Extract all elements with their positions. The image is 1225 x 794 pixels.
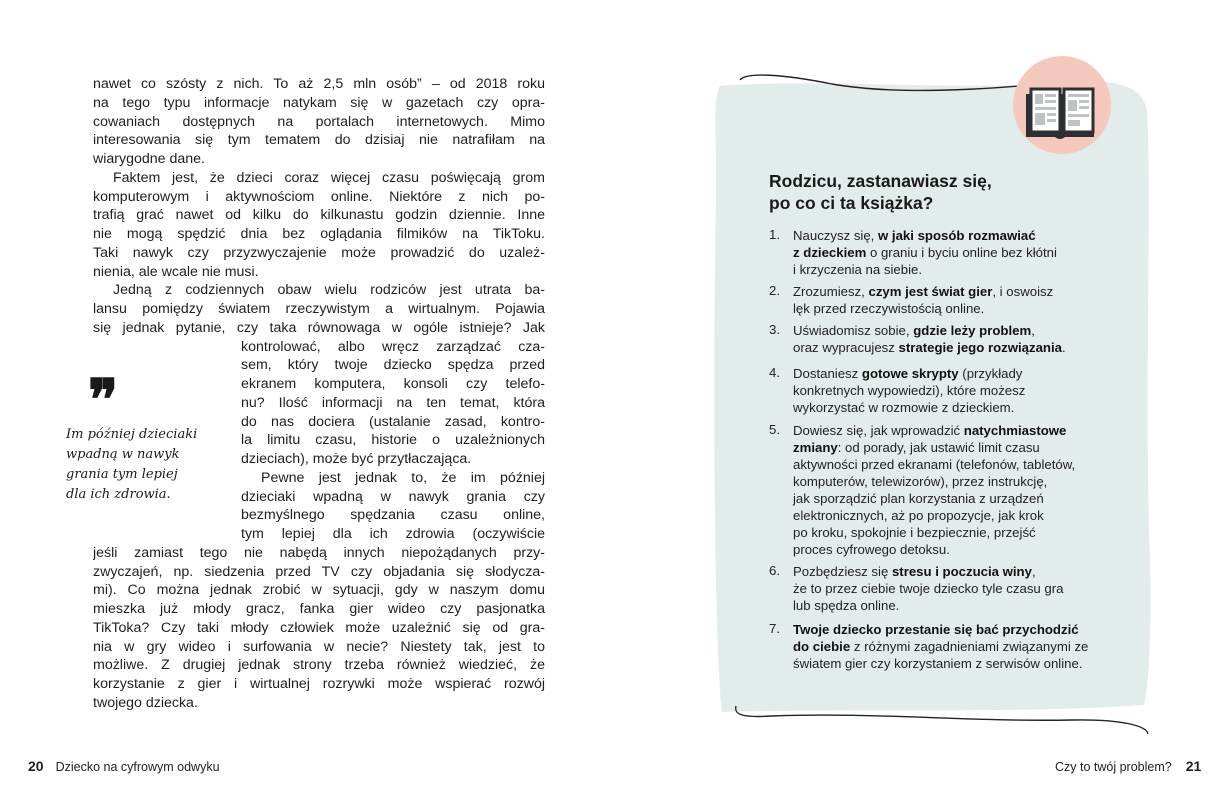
page-number: 21 (1185, 758, 1202, 774)
right-footer (1055, 758, 1201, 774)
bold-phrase: stresu i poczucia winy (891, 564, 1032, 579)
text-line: cowaniach dostępnych na portalach internetowych. Mimo (93, 113, 545, 130)
text-run: elektronicznych, aż po propozycje, jak krok (793, 508, 1044, 523)
text-line: wiarygodne dane. (93, 151, 206, 167)
list-item-line (793, 473, 1047, 490)
text-run: konkretnych wypowiedzi), które możesz (793, 383, 1026, 398)
list-item-line (793, 580, 1063, 597)
list-item-line (793, 597, 899, 614)
right-page (612, 0, 1225, 794)
text-line: jeśli zamiast tego nie nabędą innych niepożądanych przy- (93, 544, 545, 561)
text-run: lub spędza online. (793, 598, 900, 613)
list-item-line (793, 227, 1036, 244)
text-run: i krzyczenia na siebie. (793, 262, 923, 277)
text-run: Zrozumiesz, (793, 284, 869, 299)
bold-phrase: natychmiastowe (963, 423, 1067, 438)
book-badge (1013, 56, 1111, 154)
list-item-number: 1. (769, 227, 780, 242)
text-line: Pewne jest jednak to, że im później (261, 469, 545, 486)
running-title: Czy to twój problem? (1055, 760, 1172, 774)
list-item-line (793, 638, 1088, 655)
text-line: nie mogą spędzić dnia bez oglądania filmików na TikToku. (93, 226, 545, 242)
text-line: nu? Ilość informacji na ten temat, która (241, 394, 545, 411)
text-line: tym lepiej dla ich zdrowia (oczywiście (241, 526, 545, 542)
text-line: komputerowym i aktywnościom online. Niektóre z nich po- (93, 188, 545, 205)
text-line: nienia, ale wcale nie musi. (93, 263, 259, 280)
text-line: sem, który twoje dziecko spędza przed (241, 357, 545, 374)
list-item-line (793, 322, 1035, 339)
text-line: Jedną z codziennych obaw wielu rodziców jest utrata ba- (113, 282, 545, 299)
text-line: mieszka już młody gracz, fanka gier wideo czy pasjonatka (93, 601, 545, 617)
text-run: o graniu i byciu online bez kłótni (866, 245, 1057, 260)
list-item-number: 4. (769, 365, 780, 380)
list-item-number: 3. (769, 322, 780, 337)
text-run: wykorzystać w rozmowie z dzieckiem. (793, 400, 1015, 415)
pull-quote-line: wpadną w nawyk (66, 447, 180, 462)
text-run: komputerów, telewizorów), przez instrukcję, (793, 474, 1048, 489)
text-line: TikToka? Czy taki młody człowiek może uzależnić się od gra- (93, 619, 545, 636)
text-run: Dostaniesz (793, 366, 862, 381)
bold-phrase: strategie jego rozwiązania (898, 340, 1062, 355)
bold-phrase: Twoje dziecko przestanie się bać przychodzić (793, 622, 1079, 637)
text-line: la limitu czasu, historie o uzależnionych (241, 432, 545, 449)
left-page (0, 0, 612, 794)
list-item-line (793, 439, 1040, 456)
list-item-line (793, 300, 984, 317)
text-line: trafią grać nawet od kilku do kilkunastu godzin dziennie. Inne (93, 207, 545, 224)
open-book-icon (1026, 89, 1094, 139)
bold-phrase: z dzieckiem (793, 245, 867, 260)
text-line: możliwe. Z drugiej jednak strony trzeba również wiedzieć, że (93, 657, 545, 674)
text-run: . (1061, 340, 1066, 355)
list-item-line (793, 261, 922, 278)
bold-phrase: gotowe skrypty (861, 366, 959, 381)
list-item-line (793, 283, 1053, 300)
list-item-line (793, 507, 1044, 524)
text-line: twojego dziecka. (93, 694, 198, 711)
text-run: proces cyfrowego detoksu. (793, 542, 950, 557)
text-line: bezmyślnego spędzania czasu online, (241, 507, 545, 524)
bold-phrase: gdzie leży problem (913, 323, 1032, 338)
text-line: kontrolować, albo wręcz zarządzać cza- (241, 338, 545, 355)
text-line: lansu pomiędzy światem rzeczywistym a wirtualnym. Pojawia (93, 301, 545, 317)
text-run: aktywności przed ekranami (telefonów, tabletów, (793, 457, 1076, 472)
bold-phrase: czym jest świat gier (868, 284, 993, 299)
list-item-line (793, 524, 1036, 541)
text-line: nawet co szósty z nich. To aż 2,5 mln osób” – od 2018 roku (93, 76, 545, 92)
list-item-number: 6. (769, 563, 780, 578)
list-item-number: 5. (769, 422, 780, 437)
text-line: nia w gry wideo i surfowania w necie? Niestety tak, jest to (93, 638, 545, 655)
text-run: jak sporządzić plan korzystania z urządzeń (793, 491, 1044, 506)
pull-quote-line: dla ich zdrowia. (66, 487, 171, 502)
text-run: oraz wypracujesz (793, 340, 899, 355)
list-item-number: 7. (769, 621, 780, 636)
list-item-line (793, 339, 1066, 356)
text-run: z różnymi zagadnieniami związanymi ze (850, 639, 1089, 654)
text-line: zwyczajeń, np. siedzenia przed TV czy objadania się słodycza- (93, 563, 545, 580)
list-item-line (793, 365, 1022, 382)
text-run: światem gier czy korzystaniem z serwisów online. (793, 656, 1083, 671)
text-line: dzieciaki wpadną w nawyk grania czy (241, 488, 545, 505)
text-line: ekranem komputera, konsoli czy telefo- (241, 376, 545, 392)
quote-mark-icon: ❞ (88, 367, 119, 433)
bold-phrase: zmiany (793, 440, 838, 455)
pull-quote-line: grania tym lepiej (66, 467, 178, 482)
text-line: na tego typu informacje natykam się w gazetach czy opra- (93, 94, 545, 111)
text-run: Dowiesz się, jak wprowadzić (793, 423, 964, 438)
list-item-line (793, 655, 1082, 672)
text-run: że to przez ciebie twoje dziecko tyle czasu gra (793, 581, 1064, 596)
list-item-line (793, 244, 1057, 261)
page-number: 20 (28, 758, 44, 774)
text-line: się jednak pytanie, czy taka równowaga w ogóle istnieje? Jak (93, 319, 545, 336)
text-run: Nauczysz się, (793, 228, 879, 243)
text-line: korzystanie z gier i wirtualnej rozrywki może wspierać rozwój (93, 676, 545, 692)
list-item-line (793, 422, 1066, 439)
text-run: (przykłady (958, 366, 1023, 381)
list-item-line (793, 382, 1025, 399)
list-item-line (793, 456, 1075, 473)
text-run: , (1031, 323, 1035, 338)
text-line: dzieciach), może być przytłaczająca. (241, 451, 472, 467)
text-line: interesowania się tym tematem do dzisiaj nie natrafiłam na (93, 132, 545, 149)
text-run: lęk przed rzeczywistością online. (793, 301, 985, 316)
box-title-line: po co ci ta książka? (769, 193, 934, 213)
text-run: po kroku, spokojnie i bezpiecznie, przejść (793, 525, 1036, 540)
text-line: mi). Co można jednak zrobić w sytuacji, gdy w naszym domu (93, 582, 545, 599)
text-run: Uświadomisz sobie, (793, 323, 914, 338)
list-item-line (793, 490, 1044, 507)
text-line: Faktem jest, że dzieci coraz więcej czasu poświęcają grom (113, 169, 545, 186)
list-item-line (793, 563, 1036, 580)
text-run: , (1031, 564, 1036, 579)
left-footer (28, 758, 220, 774)
running-title: Dziecko na cyfrowym odwyku (55, 760, 220, 774)
pull-quote-line: Im później dzieciaki (66, 427, 198, 442)
text-line: Taki nawyk czy przyzwyczajenie może prowadzić do uzależ- (93, 244, 545, 261)
list-item-line (793, 621, 1079, 638)
text-run: : od porady, jak ustawić limit czasu (837, 440, 1040, 455)
list-item-number: 2. (769, 283, 780, 298)
text-line: do nas dociera (ustalanie zasad, kontro- (241, 413, 545, 430)
list-item-line (793, 399, 1014, 416)
list-item-line (793, 541, 950, 558)
bold-phrase: do ciebie (793, 639, 851, 654)
text-run: Pozbędziesz się (793, 564, 892, 579)
text-run: , i oswoisz (992, 284, 1054, 299)
box-title-line: Rodzicu, zastanawiasz się, (769, 171, 992, 191)
bold-phrase: w jaki sposób rozmawiać (878, 228, 1036, 243)
